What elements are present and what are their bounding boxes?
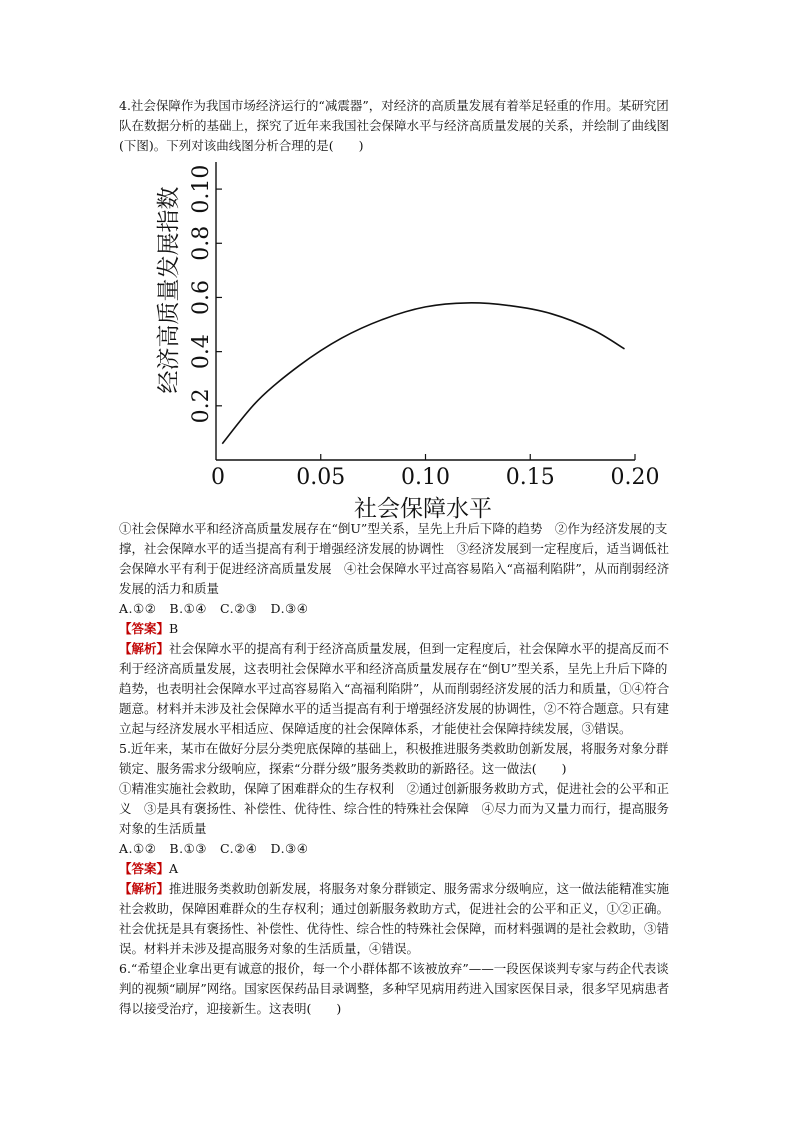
q4-options: A.①② B.①④ C.②③ D.③④ xyxy=(119,601,309,616)
q4-statements: ①社会保障水平和经济高质量发展存在“倒U”型关系，呈先上升后下降的趋势 ②作为经济发展的支撑，社会保障水平的适当提高有利于增强经济发展的协调性 ③经济发展到一定程度后，适当调低社会保障水平有利于促进经济高质量发展 ④社会保障水平过高容易陷入“高福利陷阱”，从而削弱经济发展的活力和质量 xyxy=(119,521,670,596)
q5-answer xyxy=(119,859,679,879)
q5-analysis xyxy=(119,879,679,959)
analysis-text: 社会保障水平的提高有利于经济高质量发展，但到一定程度后，社会保障水平的提高反而不利于经济高质量发展，这表明社会保障水平和经济高质量发展存在“倒U”型关系，呈先上升后下降的趋势，也表明社会保障水平过高容易陷入“高福利陷阱”，从而削弱经济发展的活力和质量，①④符合题意。材料并未涉及社会保障水平的适当提高有利于增强经济发展的协调性，②不符合题意。只有建立起与经济发展水平相适应、保障适度的社会保障体系，才能使社会保障持续发展，③错误。 xyxy=(119,641,670,736)
answer-tag: 【答案】 xyxy=(119,861,170,876)
x-tick-label: 0 xyxy=(211,465,225,490)
q4-stem: 4.社会保障作为我国市场经济运行的“减震器”，对经济的高质量发展有着举足轻重的作用。某研究团队在数据分析的基础上，探究了近年来我国社会保障水平与经济高质量发展的关系，并绘制了曲线图(下图)。下列对该曲线图分析合理的是( ) xyxy=(119,98,670,153)
q5-statements: ①精准实施社会救助，保障了困难群众的生存权利 ②通过创新服务救助方式，促进社会的公平和正义 ③是具有褒扬性、补偿性、优待性、综合性的特殊社会保障 ④尽力而为又量力而行，提高服务对象的生活质量 xyxy=(119,781,670,836)
x-tick-label: 0.15 xyxy=(505,465,555,490)
series-line xyxy=(222,303,624,444)
y-tick-label: 0.4 xyxy=(189,334,214,370)
analysis-text: 推进服务类救助创新发展，将服务对象分群锁定、服务需求分级响应，这一做法能精准实施社会救助，保障困难群众的生存权利；通过创新服务救助方式，促进社会的公平和正义，①②正确。社会优抚是具有褒扬性、补偿性、优待性、综合性的特殊社会保障，而材料强调的是社会救助，③错误。材料并未涉及提高服务对象的生活质量，④错误。 xyxy=(119,881,670,956)
x-tick-label: 0.20 xyxy=(610,465,660,490)
y-tick-label: 0.8 xyxy=(189,225,214,261)
analysis-tag: 【解析】 xyxy=(119,881,170,896)
x-tick-label: 0.05 xyxy=(296,465,346,490)
chart-axes xyxy=(216,162,635,460)
y-tick-label: 0.10 xyxy=(189,164,214,214)
question-4-body xyxy=(119,519,679,1019)
q6-stem: 6.“希望企业拿出更有诚意的报价，每一个小群体都不该被放弃”——一段医保谈判专家与药企代表谈判的视频“刷屏”网络。国家医保药品目录调整，多种罕见病用药进入国家医保目录，很多罕见病患者得以接受治疗，迎接新生。这表明( ) xyxy=(119,961,670,1016)
answer-value: B xyxy=(169,621,179,636)
y-axis-label: 经济高质量发展指数 xyxy=(156,186,182,394)
q4-answer xyxy=(119,619,679,639)
analysis-tag: 【解析】 xyxy=(119,641,170,656)
curve-chart xyxy=(150,150,660,522)
answer-value: A xyxy=(169,861,179,876)
x-tick-label: 0.10 xyxy=(401,465,450,490)
y-tick-label: 0.2 xyxy=(189,388,214,424)
q5-stem: 5.近年来，某市在做好分层分类兜底保障的基础上，积极推进服务类救助创新发展，将服务对象分群锁定、服务需求分级响应，探索“分群分级”服务类救助的新路径。这一做法( ) xyxy=(119,741,669,776)
x-axis-label: 社会保障水平 xyxy=(354,496,492,522)
y-tick-label: 0.6 xyxy=(189,279,214,315)
q4-analysis xyxy=(119,639,679,739)
q5-options: A.①② B.①③ C.②④ D.③④ xyxy=(119,841,309,856)
answer-tag: 【答案】 xyxy=(119,621,170,636)
question-4 xyxy=(119,96,679,156)
y-ticks xyxy=(189,165,222,424)
